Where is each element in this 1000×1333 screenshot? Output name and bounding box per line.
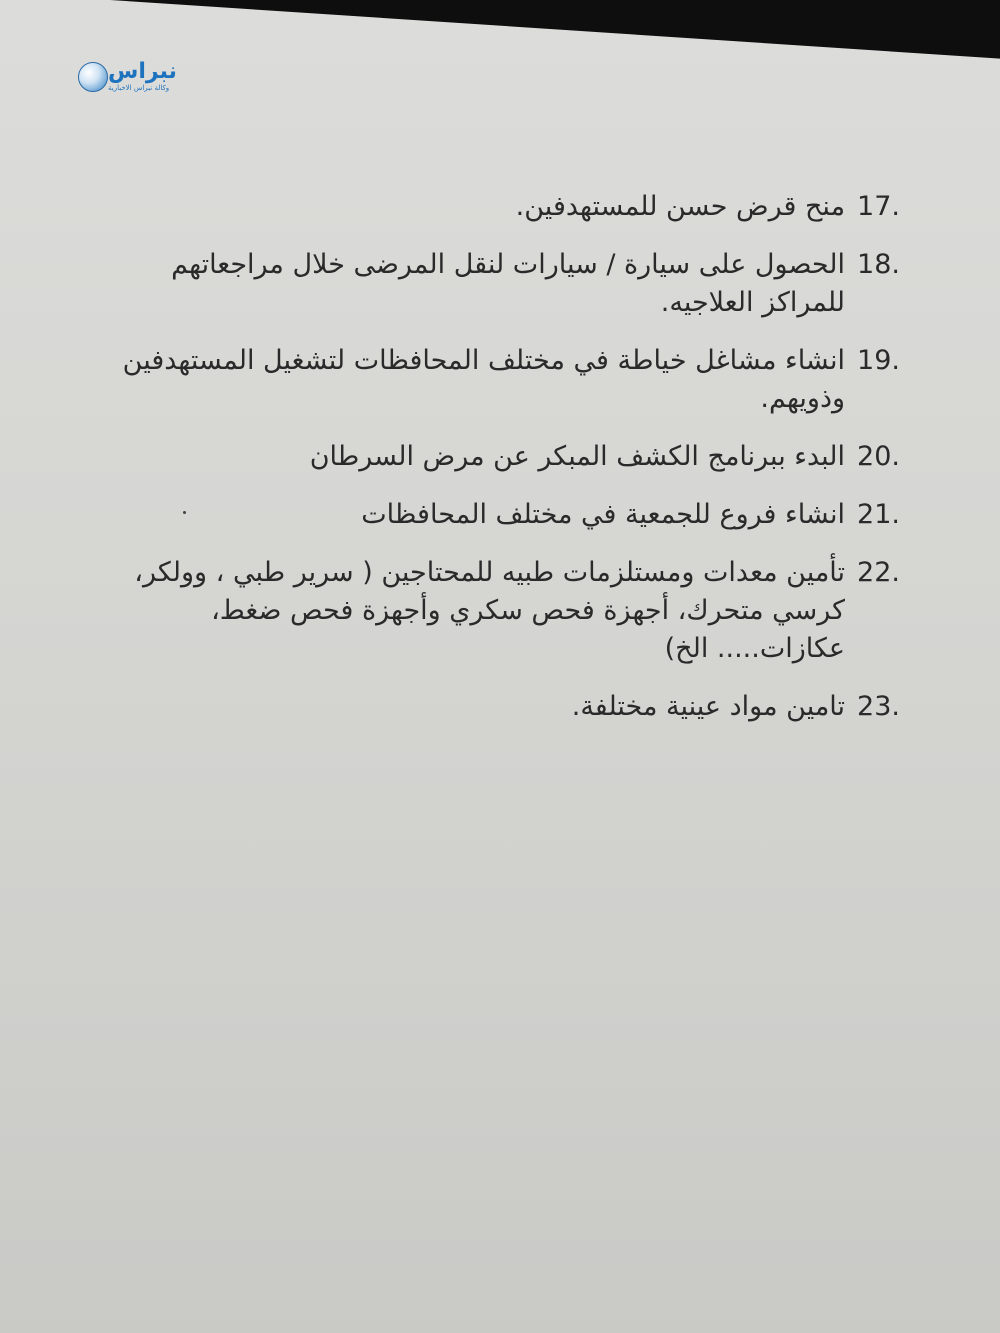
item-text: تامين مواد عينية مختلفة. [571, 691, 846, 722]
list-item [90, 342, 900, 418]
logo-text: نبراس [108, 59, 177, 84]
item-number: 22. [857, 557, 900, 588]
list-item [90, 188, 900, 226]
list-item [90, 554, 900, 668]
item-text: الحصول على سيارة / سيارات لنقل المرضى خلال مراجعاتهم للمراكز العلاجيه. [171, 249, 846, 318]
item-number: 20. [857, 441, 900, 472]
item-text: منح قرض حسن للمستهدفين. [515, 191, 846, 222]
document-list [90, 188, 900, 746]
item-number: 17. [857, 191, 900, 222]
list-item [90, 438, 900, 476]
item-text: تأمين معدات ومستلزمات طبيه للمحتاجين ( سرير طبي ، وولكر، كرسي متحرك، أجهزة فحص سكري وأجهزة فحص ضغط، عكازات..... الخ) [134, 557, 846, 664]
list-item [90, 688, 900, 726]
watermark-logo [78, 59, 177, 94]
logo-subtitle: وكالة نبراس الاخبارية [108, 84, 170, 92]
item-number: 19. [857, 345, 900, 376]
list-item [90, 246, 900, 322]
globe-icon [78, 62, 108, 92]
item-text: انشاء مشاغل خياطة في مختلف المحافظات لتشغيل المستهدفين وذويهم. [122, 345, 846, 414]
item-text: البدء ببرنامج الكشف المبكر عن مرض السرطان [309, 441, 846, 472]
item-number: 23. [857, 691, 900, 722]
item-text: انشاء فروع للجمعية في مختلف المحافظات [361, 499, 846, 530]
list-item [90, 496, 900, 534]
item-number: 21. [857, 499, 900, 530]
item-number: 18. [857, 249, 900, 280]
